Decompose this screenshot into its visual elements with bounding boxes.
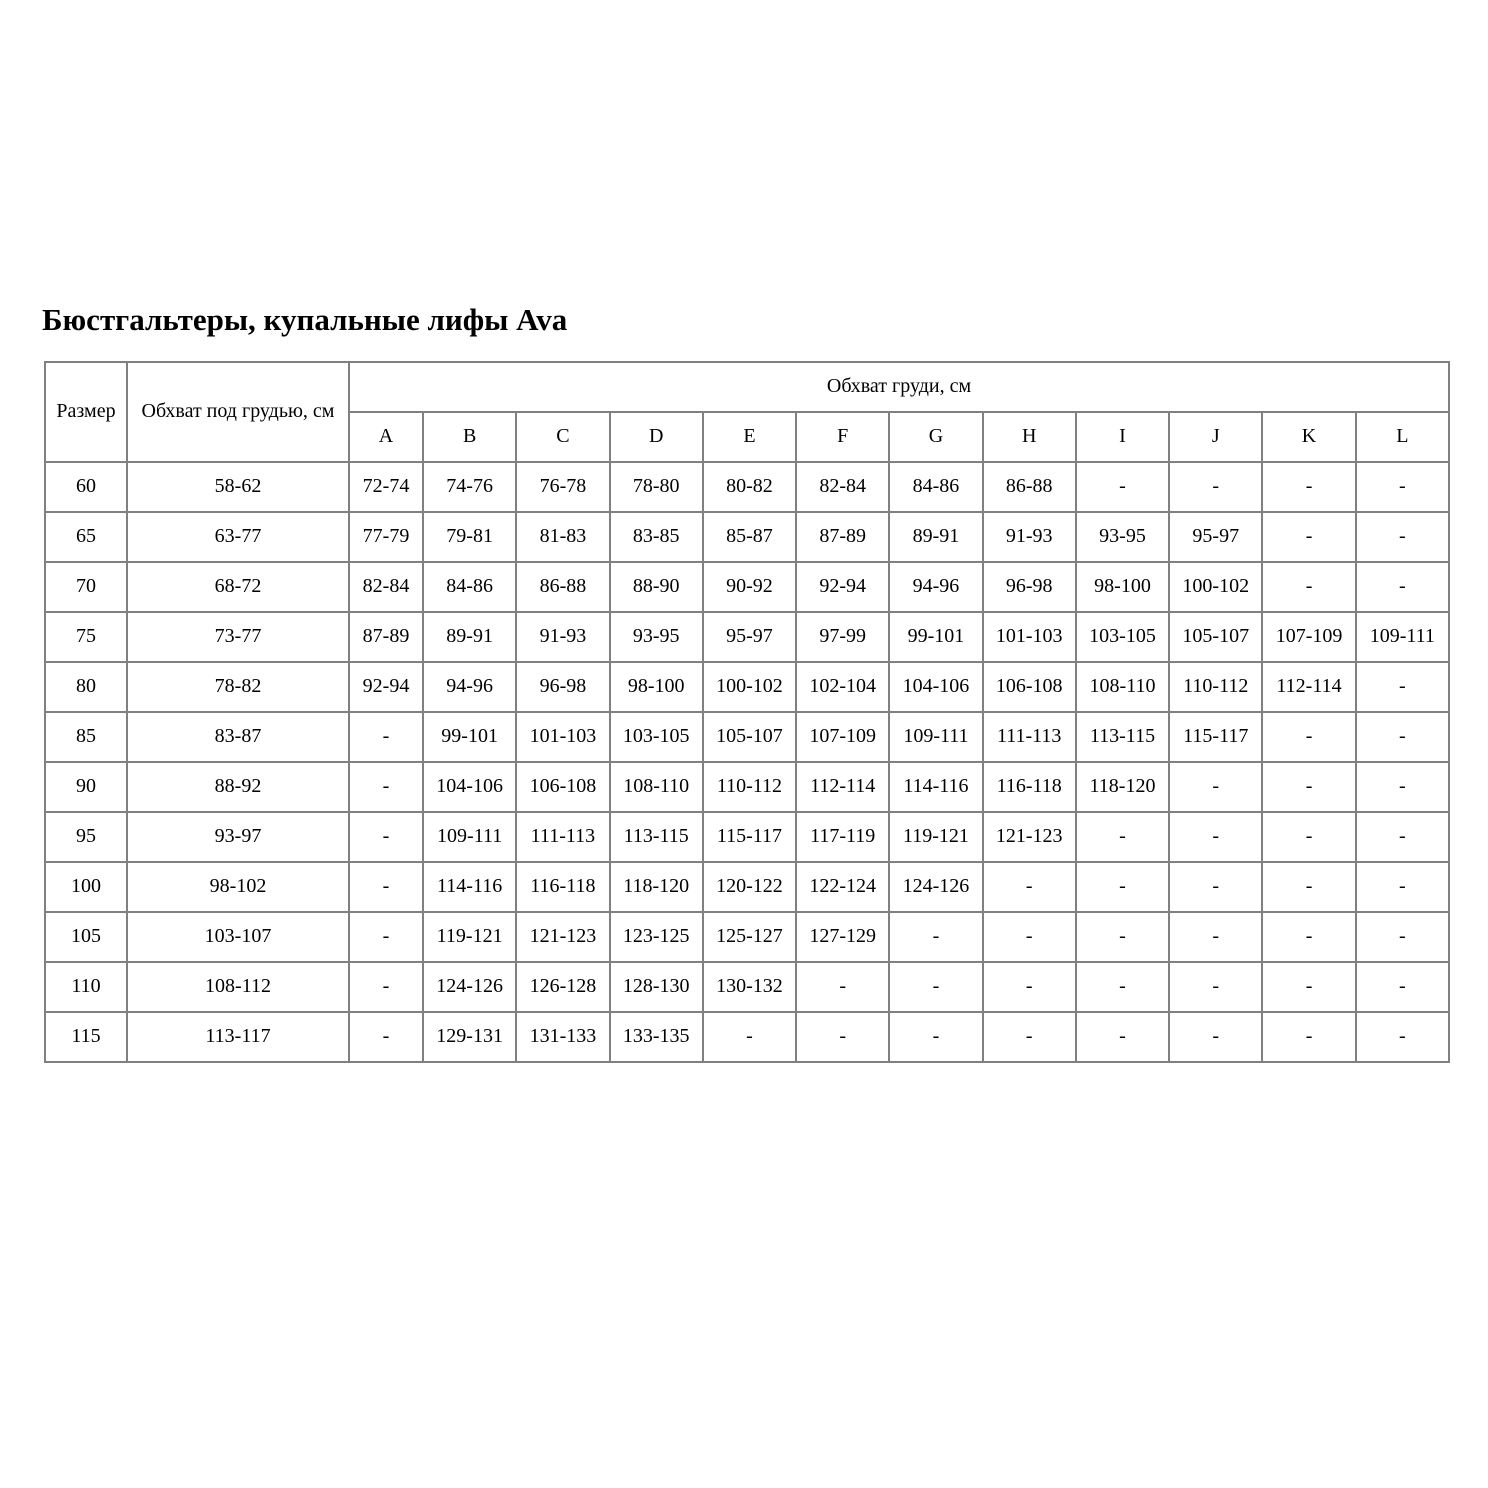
bust-range-cell: 116-118 <box>983 762 1076 812</box>
bust-range-cell: - <box>1169 1012 1262 1062</box>
bust-range-cell: - <box>889 912 982 962</box>
bust-range-cell: 94-96 <box>889 562 982 612</box>
bust-range-cell: - <box>1076 962 1169 1012</box>
size-cell: 105 <box>45 912 127 962</box>
bust-range-cell: 90-92 <box>703 562 796 612</box>
bust-range-cell: - <box>983 912 1076 962</box>
bust-range-cell: 93-95 <box>1076 512 1169 562</box>
bust-range-cell: 83-85 <box>610 512 703 562</box>
bust-range-cell: - <box>983 862 1076 912</box>
bust-range-cell: - <box>889 1012 982 1062</box>
bust-range-cell: - <box>1356 662 1449 712</box>
bust-range-cell: 104-106 <box>423 762 516 812</box>
bust-range-cell: 122-124 <box>796 862 889 912</box>
underbust-cell: 113-117 <box>127 1012 349 1062</box>
bust-range-cell: - <box>1076 862 1169 912</box>
bust-range-cell: - <box>1356 562 1449 612</box>
cup-header-j: J <box>1169 412 1262 462</box>
table-header <box>45 362 1449 462</box>
cup-header-b: B <box>423 412 516 462</box>
bust-range-cell: 125-127 <box>703 912 796 962</box>
bust-range-cell: 124-126 <box>889 862 982 912</box>
bust-range-cell: 89-91 <box>423 612 516 662</box>
size-cell: 80 <box>45 662 127 712</box>
table-row <box>45 562 1449 612</box>
bust-range-cell: - <box>796 962 889 1012</box>
bust-range-cell: - <box>1076 812 1169 862</box>
bust-range-cell: 88-90 <box>610 562 703 612</box>
underbust-cell: 73-77 <box>127 612 349 662</box>
size-cell: 60 <box>45 462 127 512</box>
bust-range-cell: - <box>1169 962 1262 1012</box>
size-cell: 95 <box>45 812 127 862</box>
bust-range-cell: 112-114 <box>1262 662 1355 712</box>
bust-range-cell: - <box>349 812 423 862</box>
size-cell: 85 <box>45 712 127 762</box>
bust-range-cell: - <box>889 962 982 1012</box>
bust-range-cell: - <box>1262 862 1355 912</box>
bust-range-cell: - <box>1262 912 1355 962</box>
bust-range-cell: 128-130 <box>610 962 703 1012</box>
bust-range-cell: 105-107 <box>1169 612 1262 662</box>
bust-range-cell: 108-110 <box>610 762 703 812</box>
bust-range-cell: 87-89 <box>796 512 889 562</box>
bust-range-cell: - <box>1076 1012 1169 1062</box>
bust-range-cell: 119-121 <box>423 912 516 962</box>
table-row <box>45 612 1449 662</box>
bust-range-cell: - <box>349 712 423 762</box>
bust-range-cell: 100-102 <box>1169 562 1262 612</box>
bust-range-cell: 86-88 <box>516 562 609 612</box>
underbust-cell: 78-82 <box>127 662 349 712</box>
bust-range-cell: 82-84 <box>796 462 889 512</box>
bust-range-cell: 91-93 <box>983 512 1076 562</box>
bust-range-cell: 113-115 <box>1076 712 1169 762</box>
bust-range-cell: - <box>1262 1012 1355 1062</box>
size-cell: 100 <box>45 862 127 912</box>
bust-range-cell: 120-122 <box>703 862 796 912</box>
bust-range-cell: - <box>349 1012 423 1062</box>
table-row <box>45 862 1449 912</box>
bust-range-cell: 133-135 <box>610 1012 703 1062</box>
cup-header-i: I <box>1076 412 1169 462</box>
bust-range-cell: - <box>1356 962 1449 1012</box>
bust-range-cell: 82-84 <box>349 562 423 612</box>
underbust-cell: 98-102 <box>127 862 349 912</box>
bust-range-cell: 127-129 <box>796 912 889 962</box>
underbust-column-header: Обхват под грудью, см <box>127 362 349 462</box>
table-row <box>45 812 1449 862</box>
bust-range-cell: - <box>796 1012 889 1062</box>
bust-range-cell: - <box>1169 862 1262 912</box>
bust-range-cell: 84-86 <box>889 462 982 512</box>
bust-range-cell: - <box>1356 812 1449 862</box>
bust-range-cell: 94-96 <box>423 662 516 712</box>
bust-range-cell: 115-117 <box>1169 712 1262 762</box>
underbust-cell: 68-72 <box>127 562 349 612</box>
bust-range-cell: 78-80 <box>610 462 703 512</box>
bust-range-cell: 118-120 <box>610 862 703 912</box>
size-chart-table <box>44 361 1450 1063</box>
bust-range-cell: - <box>703 1012 796 1062</box>
bust-range-cell: - <box>349 862 423 912</box>
bust-range-cell: 110-112 <box>703 762 796 812</box>
bust-range-cell: 117-119 <box>796 812 889 862</box>
bust-range-cell: 79-81 <box>423 512 516 562</box>
bust-range-cell: 111-113 <box>983 712 1076 762</box>
bust-group-header: Обхват груди, см <box>349 362 1449 412</box>
bust-range-cell: 110-112 <box>1169 662 1262 712</box>
cup-header-k: K <box>1262 412 1355 462</box>
underbust-cell: 108-112 <box>127 962 349 1012</box>
bust-range-cell: 131-133 <box>516 1012 609 1062</box>
underbust-cell: 88-92 <box>127 762 349 812</box>
bust-range-cell: - <box>1076 462 1169 512</box>
bust-range-cell: 103-105 <box>610 712 703 762</box>
table-row <box>45 662 1449 712</box>
bust-range-cell: - <box>1262 712 1355 762</box>
bust-range-cell: - <box>1356 1012 1449 1062</box>
bust-range-cell: 109-111 <box>423 812 516 862</box>
bust-range-cell: 126-128 <box>516 962 609 1012</box>
bust-range-cell: - <box>1169 912 1262 962</box>
table-row <box>45 762 1449 812</box>
bust-range-cell: 93-95 <box>610 612 703 662</box>
bust-range-cell: 105-107 <box>703 712 796 762</box>
bust-range-cell: - <box>1169 812 1262 862</box>
bust-range-cell: - <box>983 1012 1076 1062</box>
bust-range-cell: 98-100 <box>610 662 703 712</box>
bust-range-cell: 124-126 <box>423 962 516 1012</box>
bust-range-cell: 102-104 <box>796 662 889 712</box>
bust-range-cell: 77-79 <box>349 512 423 562</box>
bust-range-cell: 92-94 <box>349 662 423 712</box>
bust-range-cell: 100-102 <box>703 662 796 712</box>
bust-range-cell: - <box>1169 462 1262 512</box>
bust-range-cell: 98-100 <box>1076 562 1169 612</box>
bust-range-cell: 119-121 <box>889 812 982 862</box>
cup-header-h: H <box>983 412 1076 462</box>
bust-range-cell: - <box>1356 912 1449 962</box>
bust-range-cell: 104-106 <box>889 662 982 712</box>
table-row <box>45 912 1449 962</box>
table-row <box>45 962 1449 1012</box>
bust-range-cell: 76-78 <box>516 462 609 512</box>
bust-range-cell: 81-83 <box>516 512 609 562</box>
bust-range-cell: - <box>1356 862 1449 912</box>
bust-range-cell: - <box>1262 562 1355 612</box>
size-cell: 90 <box>45 762 127 812</box>
bust-range-cell: 95-97 <box>1169 512 1262 562</box>
bust-range-cell: - <box>1262 462 1355 512</box>
table-body <box>45 462 1449 1062</box>
bust-range-cell: - <box>1356 512 1449 562</box>
cup-header-f: F <box>796 412 889 462</box>
bust-range-cell: 109-111 <box>889 712 982 762</box>
underbust-cell: 63-77 <box>127 512 349 562</box>
bust-range-cell: - <box>1169 762 1262 812</box>
bust-range-cell: 123-125 <box>610 912 703 962</box>
bust-range-cell: 74-76 <box>423 462 516 512</box>
bust-range-cell: 89-91 <box>889 512 982 562</box>
bust-range-cell: 72-74 <box>349 462 423 512</box>
bust-range-cell: 106-108 <box>516 762 609 812</box>
bust-range-cell: 92-94 <box>796 562 889 612</box>
underbust-cell: 58-62 <box>127 462 349 512</box>
table-row <box>45 512 1449 562</box>
bust-range-cell: 109-111 <box>1356 612 1449 662</box>
bust-range-cell: - <box>1356 762 1449 812</box>
bust-range-cell: - <box>1262 962 1355 1012</box>
bust-range-cell: - <box>349 912 423 962</box>
bust-range-cell: 116-118 <box>516 862 609 912</box>
underbust-cell: 93-97 <box>127 812 349 862</box>
size-cell: 110 <box>45 962 127 1012</box>
bust-range-cell: 91-93 <box>516 612 609 662</box>
size-cell: 65 <box>45 512 127 562</box>
bust-range-cell: - <box>349 762 423 812</box>
size-cell: 75 <box>45 612 127 662</box>
size-cell: 115 <box>45 1012 127 1062</box>
bust-range-cell: 87-89 <box>349 612 423 662</box>
bust-range-cell: - <box>349 962 423 1012</box>
bust-range-cell: 115-117 <box>703 812 796 862</box>
size-cell: 70 <box>45 562 127 612</box>
underbust-cell: 83-87 <box>127 712 349 762</box>
bust-range-cell: - <box>1076 912 1169 962</box>
table-row <box>45 1012 1449 1062</box>
bust-range-cell: 85-87 <box>703 512 796 562</box>
bust-range-cell: 108-110 <box>1076 662 1169 712</box>
bust-range-cell: 107-109 <box>796 712 889 762</box>
bust-range-cell: 121-123 <box>983 812 1076 862</box>
bust-range-cell: 99-101 <box>889 612 982 662</box>
bust-range-cell: 96-98 <box>516 662 609 712</box>
bust-range-cell: 107-109 <box>1262 612 1355 662</box>
bust-range-cell: 101-103 <box>516 712 609 762</box>
bust-range-cell: - <box>1356 712 1449 762</box>
cup-header-l: L <box>1356 412 1449 462</box>
bust-range-cell: 118-120 <box>1076 762 1169 812</box>
bust-range-cell: - <box>1262 512 1355 562</box>
bust-range-cell: 99-101 <box>423 712 516 762</box>
bust-range-cell: 114-116 <box>889 762 982 812</box>
bust-range-cell: 121-123 <box>516 912 609 962</box>
bust-range-cell: 103-105 <box>1076 612 1169 662</box>
bust-range-cell: 106-108 <box>983 662 1076 712</box>
bust-range-cell: 111-113 <box>516 812 609 862</box>
bust-range-cell: 130-132 <box>703 962 796 1012</box>
cup-header-c: C <box>516 412 609 462</box>
bust-range-cell: 95-97 <box>703 612 796 662</box>
page-title: Бюстгальтеры, купальные лифы Ava <box>42 302 568 337</box>
bust-range-cell: 114-116 <box>423 862 516 912</box>
underbust-cell: 103-107 <box>127 912 349 962</box>
cup-header-g: G <box>889 412 982 462</box>
bust-range-cell: 84-86 <box>423 562 516 612</box>
bust-range-cell: 113-115 <box>610 812 703 862</box>
table-row <box>45 712 1449 762</box>
bust-range-cell: - <box>1356 462 1449 512</box>
cup-header-a: A <box>349 412 423 462</box>
bust-range-cell: 96-98 <box>983 562 1076 612</box>
bust-range-cell: 112-114 <box>796 762 889 812</box>
bust-range-cell: 129-131 <box>423 1012 516 1062</box>
table-row <box>45 462 1449 512</box>
header-row-group <box>45 362 1449 412</box>
bust-range-cell: - <box>1262 762 1355 812</box>
bust-range-cell: - <box>983 962 1076 1012</box>
bust-range-cell: 101-103 <box>983 612 1076 662</box>
cup-header-d: D <box>610 412 703 462</box>
bust-range-cell: 97-99 <box>796 612 889 662</box>
cup-header-e: E <box>703 412 796 462</box>
bust-range-cell: 86-88 <box>983 462 1076 512</box>
bust-range-cell: - <box>1262 812 1355 862</box>
bust-range-cell: 80-82 <box>703 462 796 512</box>
size-column-header: Размер <box>45 362 127 462</box>
